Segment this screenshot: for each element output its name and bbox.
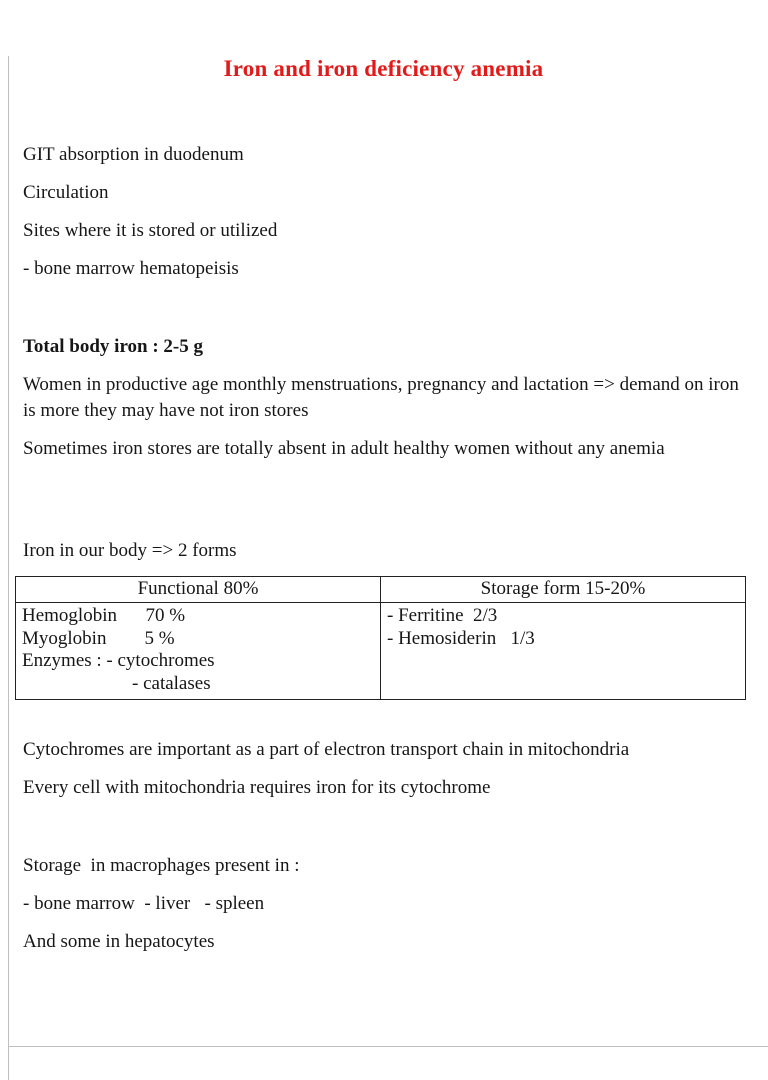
paragraph-sometimes-iron-stores: Sometimes iron stores are totally absent in adult healthy women without any anemia bbox=[23, 438, 665, 459]
table-body-row bbox=[16, 603, 746, 700]
paragraph-git-absorption: GIT absorption in duodenum bbox=[23, 144, 244, 165]
table-cell-storage bbox=[381, 603, 746, 700]
cell-line-hemosiderin: - Hemosiderin 1/3 bbox=[387, 627, 535, 649]
paragraph-every-cell: Every cell with mitochondria requires iron for its cytochrome bbox=[23, 777, 491, 798]
vertical-spacer bbox=[23, 474, 744, 538]
paragraph-storage-macrophages: Storage in macrophages present in : bbox=[23, 855, 300, 876]
page-title: Iron and iron deficiency anemia bbox=[223, 56, 544, 81]
cell-line-catalases: - catalases bbox=[132, 672, 211, 694]
paragraph-iron-two-forms: Iron in our body => 2 forms bbox=[23, 540, 237, 561]
cell-line-myoglobin: Myoglobin 5 % bbox=[22, 627, 175, 649]
paragraph-women-productive-age: Women in productive age monthly menstruations, pregnancy and lactation => demand on iron is more they may have not iron stores bbox=[23, 374, 739, 421]
paragraph-total-body-iron: Total body iron : 2-5 g bbox=[23, 336, 204, 357]
table-header-functional: Functional 80% bbox=[16, 577, 381, 603]
page-edge-bottom-line bbox=[8, 1046, 768, 1047]
paragraph-bone-marrow-hematopeisis: - bone marrow hematopeisis bbox=[23, 258, 239, 279]
document-page bbox=[0, 56, 768, 955]
vertical-spacer bbox=[23, 813, 744, 853]
paragraph-circulation: Circulation bbox=[23, 182, 109, 203]
table-cell-functional bbox=[16, 603, 381, 700]
paragraph-storage-sites: - bone marrow - liver - spleen bbox=[23, 893, 265, 914]
cell-line-enzymes: Enzymes : - cytochromes bbox=[22, 650, 215, 671]
paragraph-hepatocytes: And some in hepatocytes bbox=[23, 931, 215, 952]
paragraph-sites-stored: Sites where it is stored or utilized bbox=[23, 220, 278, 241]
cell-line-ferritine: - Ferritine 2/3 bbox=[387, 605, 498, 626]
table-header-storage: Storage form 15-20% bbox=[381, 577, 746, 603]
paragraph-cytochromes-importance: Cytochromes are important as a part of electron transport chain in mitochondria bbox=[23, 739, 630, 760]
iron-forms-table bbox=[15, 576, 746, 700]
table-header-row bbox=[16, 577, 746, 603]
vertical-spacer bbox=[23, 294, 744, 334]
cell-line-hemoglobin: Hemoglobin 70 % bbox=[22, 605, 186, 626]
